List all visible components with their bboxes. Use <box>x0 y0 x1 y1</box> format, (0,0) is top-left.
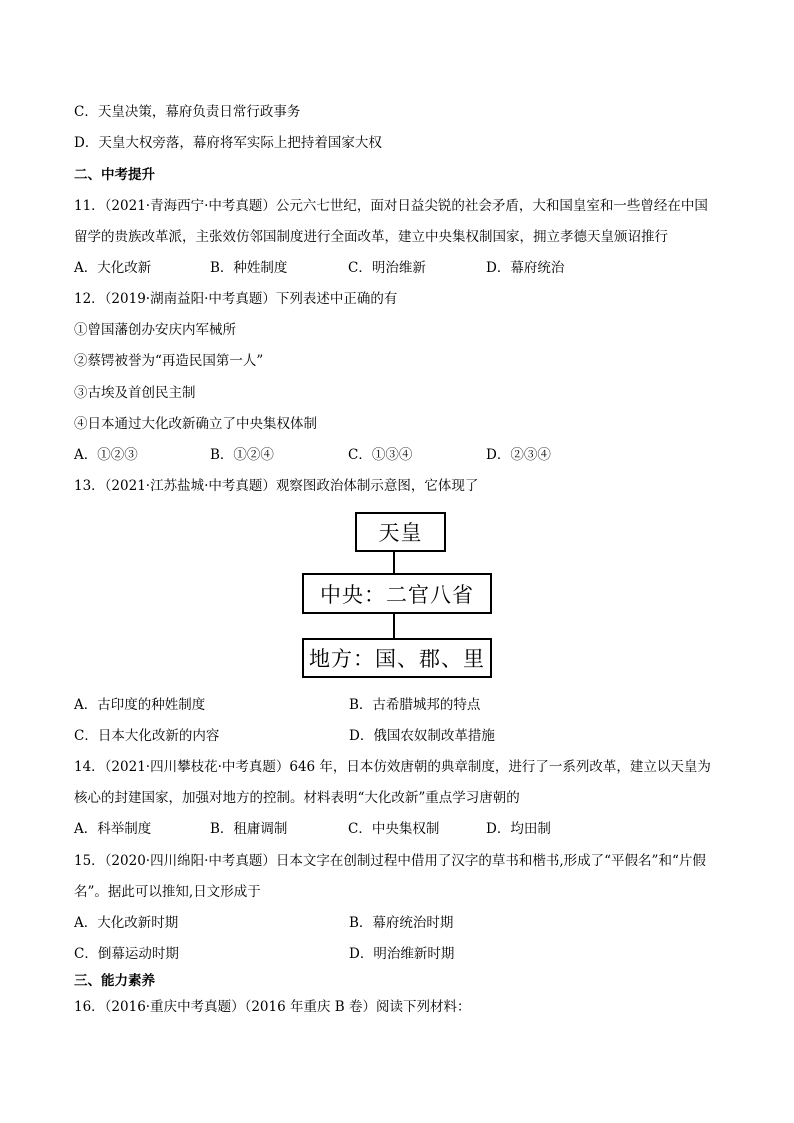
q13-option-b: B．古希腊城邦的特点 <box>349 697 481 713</box>
q12-option-c: C．①③④ <box>348 447 413 463</box>
q14-option-b: B．租庸调制 <box>210 821 288 837</box>
q11-option-a: A．大化改新 <box>74 260 152 276</box>
q15-option-c: C．倒幕运动时期 <box>74 946 179 962</box>
q12-option-a: A．①②③ <box>74 447 138 463</box>
q11-option-c: C．明治维新 <box>348 260 426 276</box>
q15-option-a: A．大化改新时期 <box>74 915 179 931</box>
q12-option-b: B．①②④ <box>210 447 274 463</box>
q11-stem-line1: 11．（2021·青海西宁·中考真题）公元六七世纪，面对日益尖锐的社会矛盾，大和国皇室和一些曾经在中国 <box>74 198 708 214</box>
q14-option-c: C．中央集权制 <box>348 821 440 837</box>
q11-stem-line2: 留学的贵族改革派，主张效仿邻国制度进行全面改革，建立中央集权制国家，拥立孝德天皇颁诏推行 <box>74 229 668 245</box>
section-heading-2: 二、中考提升 <box>74 167 155 183</box>
q12-statement-1: ①曾国藩创办安庆内军械所 <box>74 322 236 338</box>
q13-option-c: C．日本大化改新的内容 <box>74 728 220 744</box>
q12-option-d: D．②③④ <box>486 447 551 463</box>
q12-statement-3: ③古埃及首创民主制 <box>74 385 196 401</box>
q10-option-c: C．天皇决策，幕府负责日常行政事务 <box>74 104 301 120</box>
q13-stem: 13．（2021·江苏盐城·中考真题）观察图政治体制示意图，它体现了 <box>74 478 479 494</box>
q15-stem-line1: 15．（2020·四川绵阳·中考真题）日本文字在创制过程中借用了汉字的草书和楷书,形成了“平假名”和“片假 <box>74 853 706 869</box>
q11-option-b: B．种姓制度 <box>210 260 288 276</box>
q12-statement-2: ②蔡锷被誉为“再造民国第一人” <box>74 353 264 369</box>
q11-option-d: D．幕府统治 <box>486 260 565 276</box>
q15-stem-line2: 名”。据此可以推知,日文形成于 <box>74 884 261 900</box>
q14-stem-line2: 核心的封建国家，加强对地方的控制。材料表明“大化改新”重点学习唐朝的 <box>74 790 520 806</box>
q12-stem: 12．（2019·湖南益阳·中考真题）下列表述中正确的有 <box>74 291 398 307</box>
q10-option-d: D．天皇大权旁落，幕府将军实际上把持着国家大权 <box>74 135 382 151</box>
q12-statement-4: ④日本通过大化改新确立了中央集权体制 <box>74 416 317 432</box>
q13-option-a: A．古印度的种姓制度 <box>74 697 206 713</box>
section-heading-3: 三、能力素养 <box>74 973 155 989</box>
diagram-connector-2 <box>393 614 395 638</box>
q15-option-b: B．幕府统治时期 <box>349 915 454 931</box>
q14-stem-line1: 14．（2021·四川攀枝花·中考真题）646 年，日本仿效唐朝的典章制度，进行了一系列改革，建立以天皇为 <box>74 759 711 775</box>
q15-option-d: D．明治维新时期 <box>349 946 455 962</box>
q13-option-d: D．俄国农奴制改革措施 <box>349 728 495 744</box>
q14-option-a: A．科举制度 <box>74 821 152 837</box>
diagram-box-central: 中央：二官八省 <box>302 573 492 614</box>
diagram-connector-1 <box>393 552 395 573</box>
q14-option-d: D．均田制 <box>486 821 551 837</box>
q16-stem: 16．（2016·重庆中考真题）（2016 年重庆 B 卷）阅读下列材料： <box>74 999 471 1015</box>
diagram-box-local: 地方：国、郡、里 <box>302 638 492 678</box>
diagram-box-emperor: 天皇 <box>355 512 446 552</box>
